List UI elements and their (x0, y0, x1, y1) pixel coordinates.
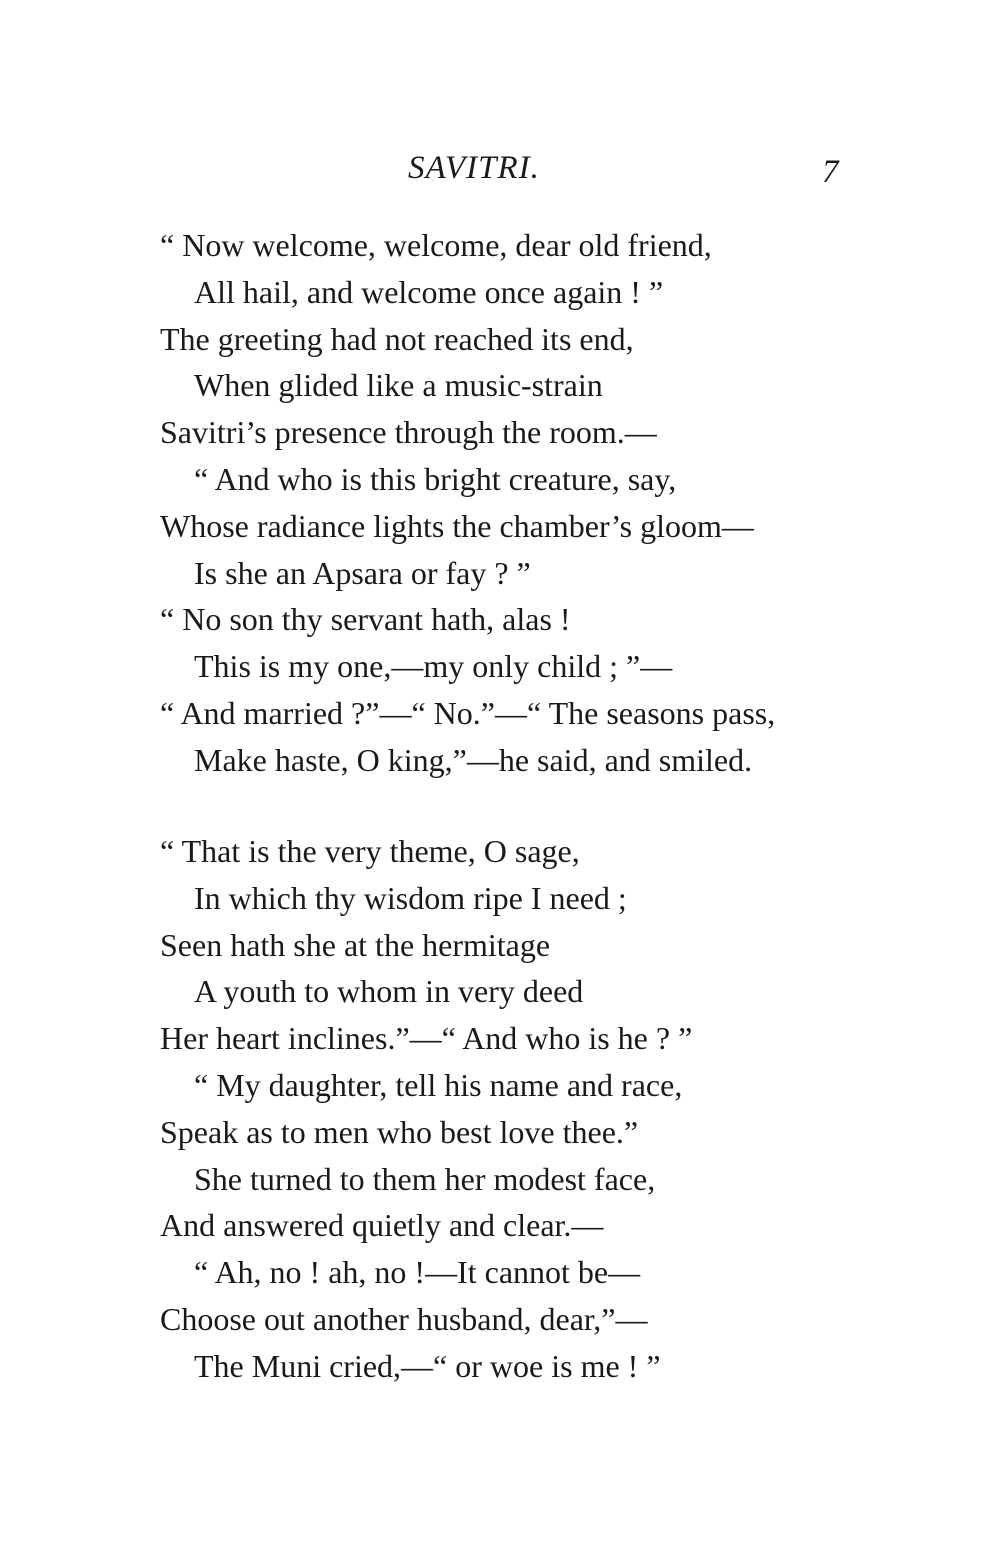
verse-line: “ My daughter, tell his name and race, (194, 1066, 683, 1103)
verse-line: Her heart inclines.”—“ And who is he ? ” (160, 1020, 693, 1057)
running-title: SAVITRI. (408, 150, 540, 186)
verse-line: “ And who is this bright creature, say, (194, 460, 677, 497)
verse-line: “ Now welcome, welcome, dear old friend, (160, 227, 712, 263)
verse-line: Savitri’s presence through the room.— (160, 414, 657, 451)
verse-line: “ And married ?”—“ No.”—“ The seasons pass, (160, 694, 776, 731)
page-number: 7 (822, 154, 839, 190)
stanza-2 (160, 828, 880, 1390)
verse-line: Seen hath she at the hermitage (160, 926, 551, 963)
verse-line: All hail, and welcome once again ! ” (194, 273, 664, 310)
verse-line: Is she an Apsara or fay ? ” (194, 554, 531, 591)
verse-line: In which thy wisdom ripe I need ; (194, 879, 627, 916)
stanza-1 (160, 222, 880, 784)
verse-line: “ That is the very theme, O sage, (160, 833, 580, 869)
running-header (0, 150, 1000, 200)
verse-line: “ No son thy servant hath, alas ! (160, 601, 571, 638)
verse-line: A youth to whom in very deed (194, 973, 584, 1010)
verse-line: She turned to them her modest face, (194, 1160, 656, 1197)
verse-line: Whose radiance lights the chamber’s gloom— (160, 507, 754, 544)
verse-line: When glided like a music-strain (194, 367, 603, 404)
verse-line: The greeting had not reached its end, (160, 320, 634, 357)
verse-line: And answered quietly and clear.— (160, 1207, 604, 1244)
verse-line: The Muni cried,—“ or woe is me ! ” (194, 1347, 661, 1384)
verse-line: “ Ah, no ! ah, no !—It cannot be— (194, 1254, 641, 1291)
verse-line: Choose out another husband, dear,”— (160, 1300, 648, 1337)
verse-line: Speak as to men who best love thee.” (160, 1113, 639, 1150)
verse-line: Make haste, O king,”—he said, and smiled. (194, 741, 753, 778)
verse-line: This is my one,—my only child ; ”— (194, 648, 673, 685)
